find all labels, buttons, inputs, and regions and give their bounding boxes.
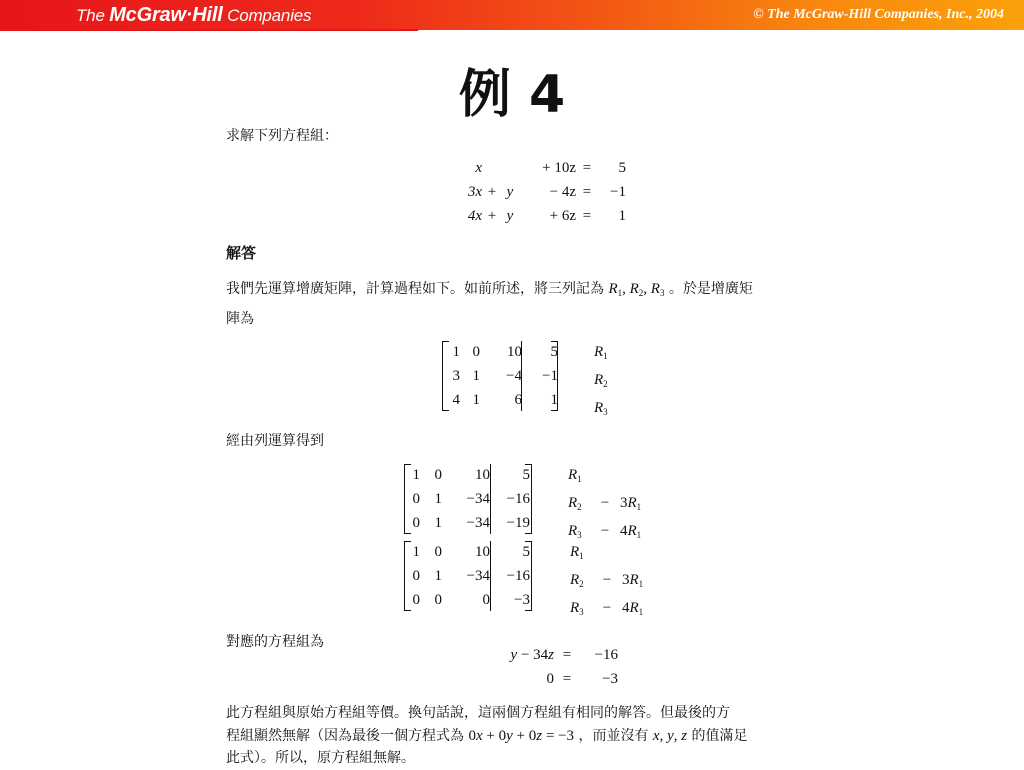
paragraph-4-line-3: 此式）。所以，原方程組無解。	[226, 750, 415, 766]
matrix-1: 1 0 10 5 3 1 −4 −1 4 1 6 1	[452, 344, 558, 408]
copyright-notice: © The McGraw-Hill Companies, Inc., 2004	[753, 7, 1004, 22]
problem-prompt: 求解下列方程組：	[226, 128, 338, 144]
paragraph-4-line-1: 此方程組與原始方程組等價。換句話說，這兩個方程組有相同的解答。但最後的方	[226, 705, 730, 721]
matrix-2-row-labels: $R_1$ $R_2$ − $3R_1$ $R_3$ − $4R_1$	[568, 467, 642, 540]
sys1-r0-c0: x	[475, 160, 482, 176]
paragraph-4-line-2: 程組顯然無解（因為最後一個方程式為 0x + 0y + 0z = −3 ，而並沒有 x, y, z 的值滿足	[226, 728, 748, 744]
matrix-3-row-labels: $R_1$ $R_2$ − $3R_1$ $R_3$ − $4R_1$	[570, 544, 644, 617]
paragraph-3: 對應的方程組為	[226, 634, 324, 650]
equation-system-1: x + 10z = 5 3x + y − 4z = −1 4x + y + 6z = 1	[467, 160, 626, 224]
header-underline	[0, 29, 418, 31]
paragraph-2: 經由列運算得到	[226, 433, 324, 449]
matrix-1-row-labels: $R_1$ $R_2$ $R_3$	[594, 344, 608, 417]
equation-system-2: y − 34z = −16 0 = −3	[474, 643, 618, 691]
mcgraw-hill-logo: The McGraw·Hill Companies	[76, 4, 312, 26]
final-equation: 0x + 0y + 0z = −3	[468, 728, 574, 744]
matrix-2: 1 0 10 5 0 1 −34 −16 0 1 −34 −19	[412, 467, 530, 531]
sys2-lhs-1: y − 34z	[510, 647, 554, 663]
slide-title: 例 4	[458, 65, 566, 125]
paragraph-1-line-2: 陣為	[226, 311, 254, 327]
solution-heading: 解答	[226, 244, 257, 262]
paragraph-1-line-1: 我們先運算增廣矩陣，計算過程如下。如前所述，將三列記為 $R_1$, $R_2$, $R_3$ 。於是增廣矩	[226, 281, 753, 298]
matrix-3: 1 0 10 5 0 1 −34 −16 0 0 0 −3	[412, 544, 530, 608]
header-bar	[0, 0, 1024, 30]
